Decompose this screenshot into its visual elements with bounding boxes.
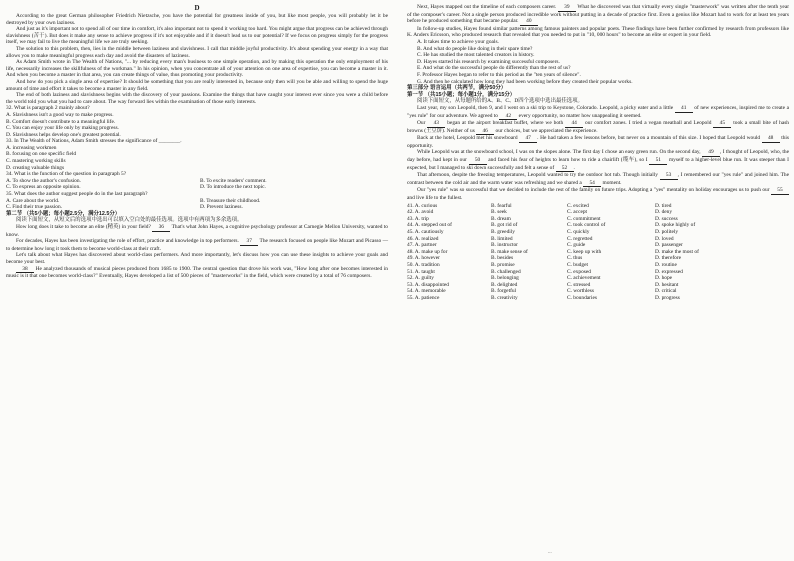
cloze-choice: B. belonging — [491, 275, 519, 282]
answer-blank: 55 — [771, 187, 789, 195]
cloze-choice: C. guide — [567, 242, 586, 249]
cloze-choice: D. passenger — [655, 242, 683, 249]
cloze-paragraph: While Leopold was at the snowboard school, I was on the slopes alone. The first day I chose an easy green run. On the second day, 49 , I thought of Leopold, who, the day before, had kept in our 50 and faced his fear of heights to learn how to ride a chairlift (缆车), so I 51 myself to a higher-level blue run. It was steeper than I expected, but I managed to ski down successfully and felt a sense of 52 . — [407, 149, 789, 171]
answer-option: A. To show the author's confusion. — [6, 177, 81, 184]
cloze-choice: 43. A. trip — [407, 215, 429, 222]
cloze-choice: D. hope — [655, 275, 673, 282]
passage-d-questions — [6, 105, 388, 211]
cloze-paragraph: Last year, my son Leopold, then 9, and I went on a ski trip to Keystone, Colorado. Leopold, a picky eater and a little 41 of new experiences, inspired me to create a "yes rule" for our adventure. We agreed to 42 every opportunity, no matter how unappealing it seemed. — [407, 104, 789, 119]
gap-option: G. And then he calculated how long they had been working before they created their popular works. — [417, 78, 633, 85]
part3-subheading: 第一节 （共15小题；每小题1分，满分15分） — [407, 91, 516, 98]
cloze-choice: B. make sense of — [491, 248, 528, 255]
passage-paragraph: As Adam Smith wrote in The Wealth of Nations, "... by reducing every man's business to one simple operation, and by making this operation the only employment of his life, necessarily increases the skillfulness of the workman." In his opinion, when you concentrate all of your attention on one area of expertise, you can become a master in it. And when you become a master in that area, you can create things of value, thus promoting your productivity. — [6, 59, 388, 79]
cloze-choice: D. success — [655, 215, 678, 222]
cloze-choice: D. therefore — [655, 255, 682, 262]
right-column — [407, 4, 789, 302]
part3-heading: 第三部分 语言运用（共两节，满分50分） — [407, 85, 507, 92]
gap-option: D. Hayes started his research by examining successful composers. — [417, 58, 560, 65]
answer-option: B. To excite readers' comment. — [200, 177, 267, 184]
section2-heading: 第二节 （共5小题；每小题2.5分，满分12.5分） — [6, 210, 121, 217]
cloze-choice: C. budget — [567, 261, 588, 268]
answer-blank: 46 — [476, 128, 494, 136]
passage-paragraph: How long does it take to become an elite (精英) in your field? 36 That's what John Hayes, a cognitive psychology professor at Carnegie Mellon University, wanted to know. — [6, 224, 389, 238]
answer-option: B. Treasure their childhood. — [200, 197, 261, 204]
cloze-choice: 55. A. patience — [407, 294, 440, 301]
passage-letter: D — [194, 4, 200, 12]
cloze-choice: B. creativity — [491, 294, 518, 301]
answer-blank: 39 — [558, 4, 576, 12]
passage-paragraph: The solution to this problem, then, lies in the middle between laziness and slavishness. I call that middle joyful productivity. It's about spending your energy in a way that allows you to make meaningful progress each day and avoid the disasters of laziness. — [6, 45, 388, 59]
answer-blank: 51 — [649, 157, 667, 165]
page-mark: ... — [548, 550, 552, 556]
cloze-choice: 49. A. however — [407, 255, 440, 262]
answer-blank: 50 — [469, 157, 487, 165]
answer-option: C. mastering working skills — [6, 158, 66, 165]
answer-blank: 53 — [660, 172, 678, 180]
cloze-choice: D. tired — [655, 202, 672, 209]
question-stem: 32. What is paragraph 2 mainly about? — [6, 105, 90, 112]
cloze-paragraph: That afternoon, despite the freezing temperatures, Leopold wanted to try the outdoor hot tub. Though initially 53 , I remembered our "yes rule" and joined him. The contrast between the cold air and the warm water was refreshing and we shared a 54 moment. — [407, 172, 789, 186]
answer-blank: 52 — [556, 165, 574, 173]
gap-option: C. He has studied the most talented creators in history. — [417, 52, 535, 59]
cloze-choice: C. achievement — [567, 275, 601, 282]
answer-blank: 36 — [152, 224, 170, 232]
gap-option: A. It takes time to achieve your goals. — [417, 38, 499, 45]
question-stem: 35. What does the author suggest people do in the last paragraph? — [6, 191, 148, 198]
answer-blank: 45 — [713, 120, 731, 128]
answer-option: D. Slavishness helps develop one's greatest potential. — [6, 131, 121, 138]
cloze-passage — [407, 105, 789, 202]
cloze-choice: D. hesitant — [655, 281, 679, 288]
answer-blank: 48 — [762, 135, 780, 143]
answer-option: D. Prevent laziness. — [200, 204, 243, 211]
cloze-choice: C. regretted — [567, 235, 593, 242]
cloze-choice: C. boundaries — [567, 294, 597, 301]
cloze-choice: 41. A. curious — [407, 202, 438, 209]
answer-option: D. creating valuable things — [6, 164, 65, 171]
answer-option: C. To express an opposite opinion. — [6, 184, 81, 191]
answer-blank: 49 — [702, 149, 720, 157]
passage-paragraph: And how do you pick a single area of expertise? It should be something that you are really interested in, because only then will you be able and willing to spend the huge amount of time and effort it takes to become a master in any field. — [6, 78, 388, 92]
cloze-choice: 44. A. stepped out of — [407, 222, 452, 229]
cloze-choice: D. spoke highly of — [655, 222, 696, 229]
cloze-choice: C. stressed — [567, 281, 591, 288]
cloze-choice: C. accept — [567, 209, 588, 216]
cloze-choice: 50. A. tradition — [407, 261, 440, 268]
cloze-choice: B. instructor — [491, 242, 518, 249]
cloze-choice: B. got rid of — [491, 222, 518, 229]
answer-option: C. You can enjoy your life only by making progress. — [6, 125, 119, 132]
cloze-choice: D. expressed — [655, 268, 683, 275]
part3-instruction: 阅读下面短文，从每题所给的A、B、C、D四个选项中选出最佳选项。 — [417, 98, 583, 105]
passage-paragraph: In follow-up studies, Hayes found similar patterns among famous painters and popular poets. These findings have been further confirmed by research from professors like K. Anders Ericsson, who produced research that revealed that you needed to put in "10, 000 hours" to become an elite or expert in your field. — [407, 25, 789, 39]
answer-blank: 43 — [427, 120, 445, 128]
cloze-choice: B. fearful — [491, 202, 512, 209]
cloze-choice: 52. A. guilty — [407, 275, 434, 282]
passage-paragraph: According to the great German philosopher Friedrich Nietzsche, you have the potential for greatness inside of you, but like most people, you will probably let it be destroyed by your own laziness. — [6, 13, 388, 26]
section2-instruction: 阅读下面短文，从短文后的选项中选出可以填入空白处的最佳选项。选项中有两项为多余选项。 — [16, 217, 243, 224]
cloze-choice: 53. A. disappointed — [407, 281, 449, 288]
gap-option: F. Professor Hayes began to refer to this period as the "ten years of silence". — [417, 71, 581, 78]
cloze-choice: C. worthless — [567, 288, 594, 295]
cloze-choices-grid — [407, 203, 789, 302]
question-options — [6, 178, 388, 191]
answer-blank: 40 — [520, 18, 538, 26]
cloze-paragraph: Back at the hotel, Leopold met his snowboard 47 . He had taken a few lessons before, but never on a mountain of this size. I hoped that Leopold would 48 this opportunity. — [407, 135, 790, 149]
cloze-choice: B. challenged — [491, 268, 521, 275]
cloze-choice: 54. A. memorable — [407, 288, 446, 295]
cloze-choice: 45. A. cautiously — [407, 229, 444, 235]
cloze-choice: 47. A. partner — [407, 242, 437, 249]
cloze-choice: B. greedily — [491, 229, 515, 235]
question-options — [6, 198, 388, 211]
question-stem: 34. What is the function of the question in paragraph 5? — [6, 171, 127, 178]
answer-option: A. Slavishness isn't a good way to make progress. — [6, 111, 114, 118]
cloze-choice: D. progress — [655, 294, 680, 301]
left-column — [6, 4, 388, 280]
answer-blank: 44 — [565, 120, 583, 128]
answer-option: B. Comfort doesn't contribute to a meaningful life. — [6, 118, 116, 125]
answer-option: A. increasing workmen — [6, 144, 57, 151]
cloze-choice: B. limited — [491, 235, 513, 242]
section2-passage-left — [6, 224, 388, 280]
cloze-choice: D. loved — [655, 235, 674, 242]
cloze-choice: C. thus — [567, 255, 583, 262]
cloze-choice: D. politely — [655, 229, 679, 235]
cloze-choice: B. forgetful — [491, 288, 517, 295]
passage-paragraph: For decades, Hayes has been investigating the role of effort, practice and knowledge in top performers. 37 The research focused on people like Mozart and Picasso — to determine how long it took them to become world-class at their craft. — [6, 238, 388, 252]
gap-option: B. And what do people like doing in their spare time? — [417, 45, 533, 52]
passage-paragraph: 38 He analyzed thousands of musical pieces produced from 1685 to 1900. The central question that drove his work was, "How long after one becomes interested in music is it that one becomes world-class?" Eventually, Hayes developed a list of 500 pieces of "masterworks" in the field, which were created by a total of 76 composers. — [6, 265, 388, 280]
cloze-choice: B. seek — [491, 209, 507, 216]
cloze-paragraph: Our "yes rule" was so successful that we decided to include the rest of the family on future trips. Adopting a "yes" mentality on holiday encourages us to push our 55 and live life to the fullest. — [407, 187, 789, 201]
passage-d-body — [6, 13, 388, 105]
answer-blank: 54 — [583, 180, 601, 188]
gap-option: E. And what do the successful people do differently than the rest of us? — [417, 65, 571, 72]
cloze-choice: D. make the most of — [655, 248, 699, 255]
passage-paragraph: Let's talk about what Hayes has discovered about world-class performers. And more importantly, let's discuss how you can use these insights to achieve your goals and become your best. — [6, 252, 388, 265]
passage-paragraph: Next, Hayes mapped out the timeline of each composers career. 39 What he discovered was that virtually every single "masterwork" was written after the tenth year of the composer's career. Not a single person produced incredible work without putting in a decade of practice first. Even a genius like Mozart had to work for at least ten years before he produced something that became popular. 40 — [407, 4, 790, 25]
cloze-choice: C. excited — [567, 202, 589, 209]
cloze-choice: 46. A. realized — [407, 235, 439, 242]
cloze-choice: C. quickly — [567, 229, 590, 235]
question-stem: 33. In The Wealth of Nations, Adam Smith stresses the significance of ________. — [6, 138, 182, 145]
cloze-choice: B. promise — [491, 261, 515, 268]
cloze-choice: 51. A. taught — [407, 268, 435, 275]
passage-paragraph: The end of both laziness and slavishness begins with the discovery of your passions. Examine the things that have caught your interest ever since you were a child before the world told you what you had to care about. The way forward lies within the examination of those early interests. — [6, 92, 388, 105]
answer-option: C. Find their true passion. — [6, 204, 62, 211]
cloze-choice: B. dream — [491, 215, 511, 222]
answer-blank: 47 — [519, 135, 537, 143]
passage-paragraph: And just as it's important not to spend all of our time in comfort, it's also important not to spend it working too hard. You might argue that progress can be achieved through slavishness (苦干). But does it make any sense to achieve progress if it's not enjoyable and if it doesn't lead us to our potential? If we focus on progress simply for the progress itself, we may fail to live the meaningful life we are truly seeking. — [6, 26, 388, 46]
section2-passage-right — [407, 4, 789, 39]
answer-blank: 38 — [16, 266, 34, 274]
cloze-choice: 42. A. avoid — [407, 209, 434, 216]
cloze-choice: C. took control of — [567, 222, 606, 229]
cloze-paragraph: Our 43 began at the airport breakfast buffet, where we both 44 our comfort zones. I tried a vegan meatball and Leopold 45 took a small bite of hash browns (土豆饼). Neither of us 46 our choices, but we appreciated the experience. — [407, 120, 789, 134]
cloze-choice: B. delighted — [491, 281, 518, 288]
section2-options — [407, 39, 789, 85]
cloze-choice: C. commitment — [567, 215, 601, 222]
cloze-choice: C. keep up with — [567, 248, 602, 255]
cloze-choice: D. deny — [655, 209, 673, 216]
answer-option: A. Care about the world. — [6, 197, 60, 204]
cloze-choice: B. besides — [491, 255, 514, 262]
cloze-choice: D. critical — [655, 288, 677, 295]
answer-option: D. To introduce the next topic. — [200, 184, 266, 191]
answer-option: B. focusing on one specific field — [6, 151, 77, 158]
answer-blank: 37 — [240, 238, 258, 246]
cloze-choice: D. routine — [655, 261, 677, 268]
answer-blank: 41 — [675, 105, 693, 113]
cloze-choice: 48. A. make up for — [407, 248, 448, 255]
answer-blank: 42 — [499, 113, 517, 121]
cloze-choice: C. exposed — [567, 268, 591, 275]
